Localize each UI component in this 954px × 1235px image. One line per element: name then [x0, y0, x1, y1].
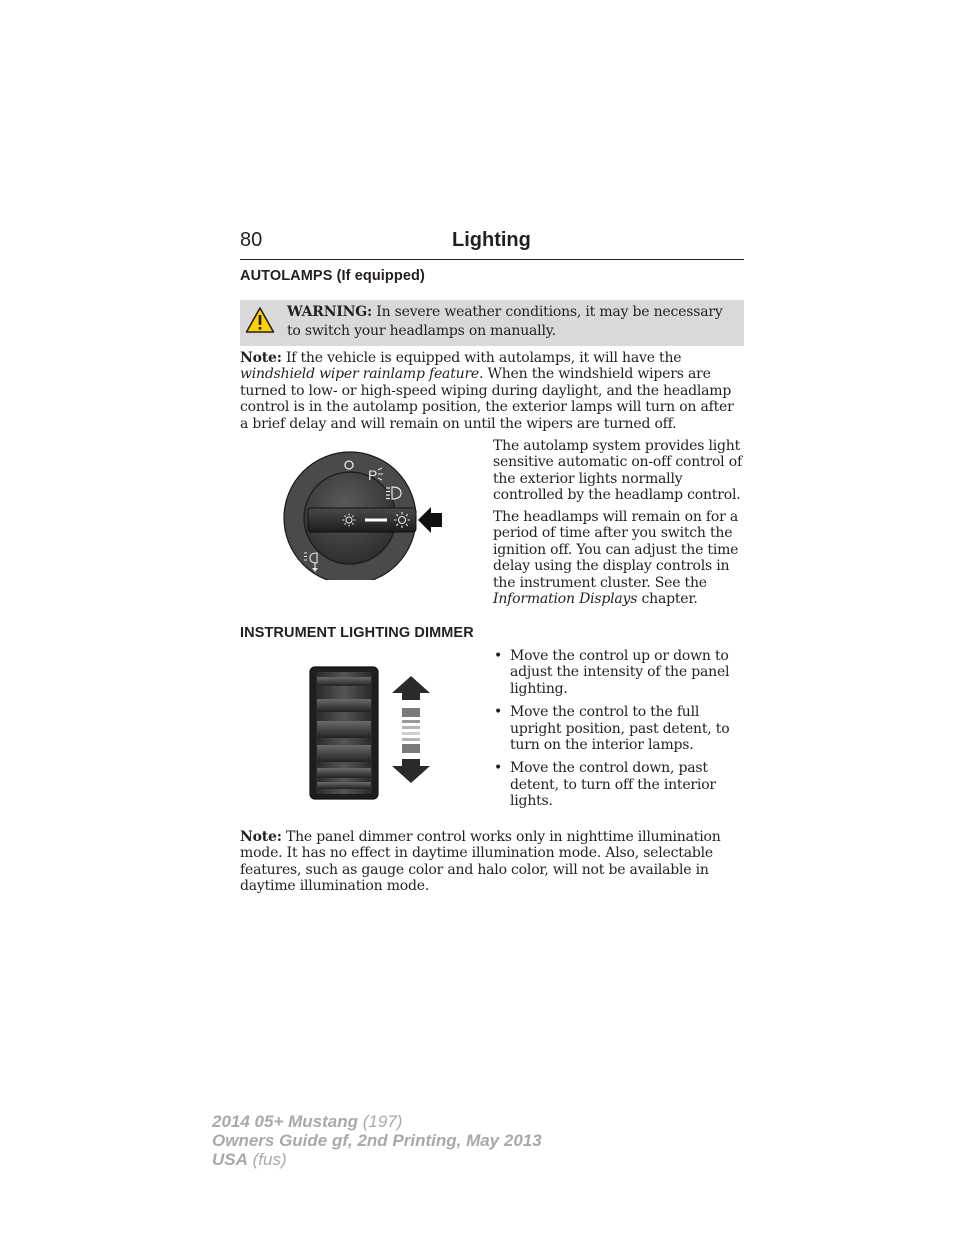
warning-label: WARNING:	[287, 304, 372, 320]
selection-arrow-icon	[418, 507, 442, 533]
list-item: • Move the control up or down to adjust the intensity of the panel lighting.	[493, 648, 745, 697]
print-footer	[212, 1112, 542, 1169]
autolamp-paragraph-1: The autolamp system provides light sensitive automatic on-off control of the exterior lights normally controlled by the headlamp control.	[493, 438, 742, 504]
dimmer-instructions	[493, 648, 745, 817]
intensity-scale	[402, 708, 420, 753]
note-text-2: . When the windshield wipers are turned to low- or high-speed wiping during daylight, and the headlamp control is in the autolamp position, the exterior lamps will turn on after a brief delay and will remain on until the wipers are turned off.	[240, 366, 734, 432]
dimmer-heading: INSTRUMENT LIGHTING DIMMER	[240, 625, 474, 641]
footer-page-code: (197)	[358, 1112, 403, 1131]
parking-lamp-icon: P	[368, 467, 378, 483]
information-displays-reference: Information Displays	[493, 591, 638, 608]
dimmer-note	[240, 829, 746, 895]
warning-body: In severe weather conditions, it may be necessary to switch your headlamps on manually.	[287, 304, 723, 339]
footer-model: 2014 05+ Mustang	[212, 1112, 358, 1131]
dimmer-figure	[306, 663, 436, 803]
autolamps-heading: AUTOLAMPS (If equipped)	[240, 268, 425, 284]
warning-text	[287, 303, 739, 341]
autolamp-paragraph-2	[493, 509, 745, 607]
footer-market-code: (fus)	[247, 1150, 287, 1169]
note-feature-name: windshield wiper rainlamp feature	[240, 366, 480, 383]
switch-handle	[308, 508, 416, 532]
paragraph-2-text-2: chapter.	[637, 591, 698, 608]
headlamp-switch-figure	[280, 450, 444, 580]
footer-line-1	[212, 1112, 542, 1131]
list-item: • Move the control to the full upright position, past detent, to turn on the interior lamps.	[493, 704, 745, 753]
paragraph-2-text-1: The headlamps will remain on for a period of time after you switch the ignition off. You can adjust the time delay using the display controls in the instrument cluster. See the	[493, 509, 739, 591]
up-arrow-icon	[392, 676, 430, 700]
autolamps-note	[240, 350, 746, 432]
down-arrow-icon	[392, 759, 430, 783]
header-divider	[240, 259, 744, 260]
footer-line-2: Owners Guide gf, 2nd Printing, May 2013	[212, 1131, 542, 1150]
switch-position-indicator	[365, 519, 387, 522]
note-label: Note:	[240, 350, 282, 366]
note-text-1: If the vehicle is equipped with autolamps, it will have the	[281, 350, 682, 366]
chapter-title: Lighting	[452, 229, 531, 251]
list-item: • Move the control down, past detent, to turn off the interior lights.	[493, 760, 745, 809]
note-text: The panel dimmer control works only in nighttime illumination mode. It has no effect in daytime illumination mode. Also, selectable features, such as gauge color and halo color, will not be available in daytime illumination mode.	[240, 829, 721, 895]
note-label: Note:	[240, 829, 282, 845]
footer-line-3	[212, 1150, 542, 1169]
warning-triangle-icon	[245, 306, 275, 334]
page-number: 80	[240, 229, 263, 251]
footer-market: USA	[212, 1150, 248, 1169]
